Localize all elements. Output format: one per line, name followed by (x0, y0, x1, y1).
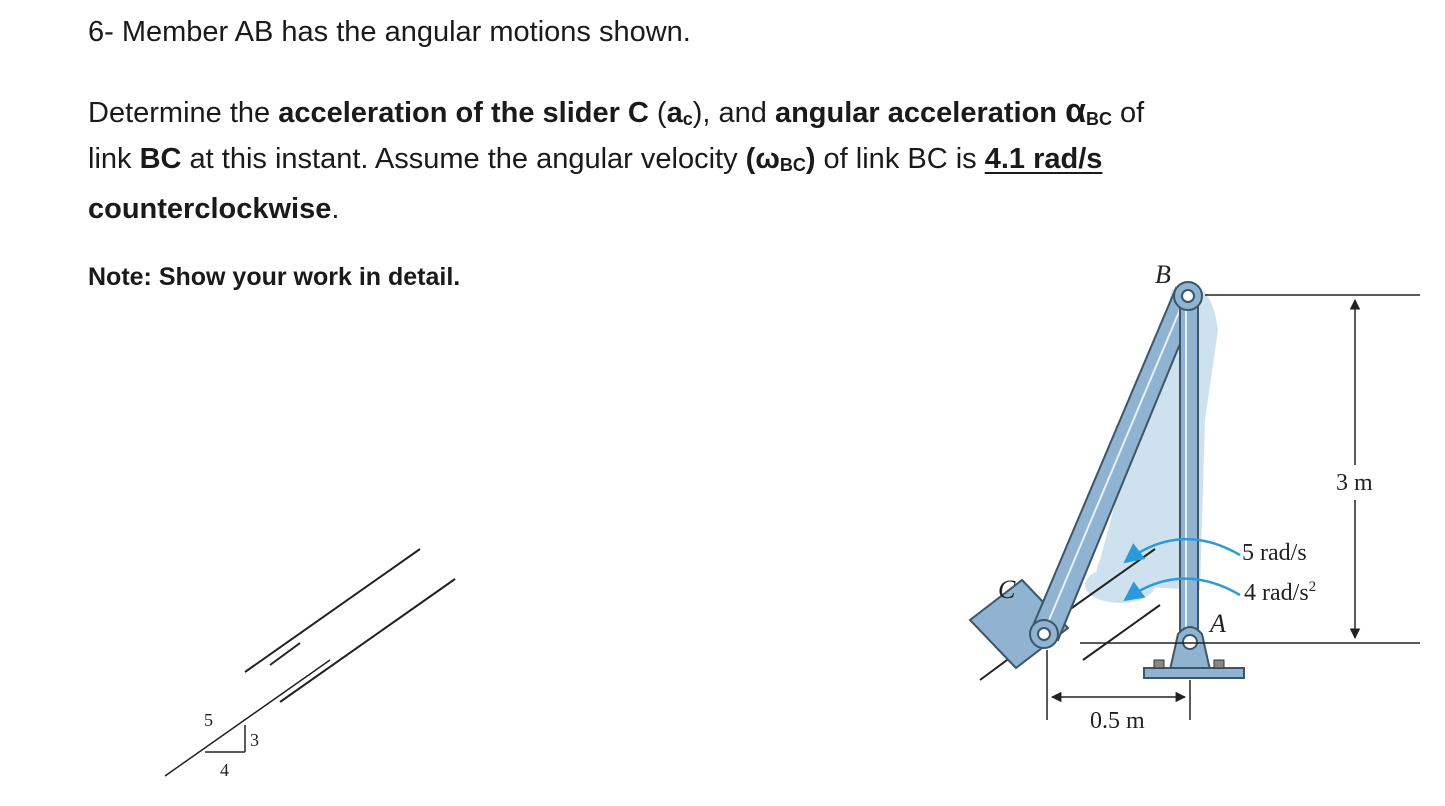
horizontal-dim-label: 0.5 m (1090, 708, 1145, 734)
slope-rise-label: 3 (250, 730, 259, 750)
omega-subscript: BC (779, 155, 806, 175)
ac-close: ), and (692, 97, 775, 129)
slope-run-label: 4 (220, 760, 229, 780)
bc-text: BC (139, 143, 182, 175)
problem-title: 6- Member AB has the angular motions shown. (88, 16, 691, 48)
slot-floor (270, 643, 1030, 680)
member-ab (1180, 300, 1198, 642)
alpha-ab-base: 4 rad/s (1244, 580, 1309, 606)
determine-text: Determine the (88, 97, 279, 129)
support-a (1144, 627, 1244, 678)
angular-accel-text: angular acceleration (774, 97, 1066, 129)
height-dim-label: 3 m (1336, 470, 1373, 496)
instant-text: at this instant. Assume the angular velocity (181, 143, 746, 175)
ac-symbol: a (666, 97, 683, 129)
note-text: Note: Show your work in detail. (88, 263, 461, 291)
alpha-ab-exp: 2 (1308, 579, 1317, 595)
omega-value: 4.1 rad/s (984, 143, 1103, 175)
ac-subscript: c (682, 109, 693, 129)
omega-close: ) (805, 143, 816, 175)
omega-open: ( (745, 143, 756, 175)
ccw-text: counterclockwise (88, 193, 332, 225)
slope-triangle (165, 660, 330, 776)
ac-open: ( (648, 97, 667, 129)
alpha-subscript: BC (1086, 109, 1112, 129)
alpha-symbol: α (1065, 92, 1086, 130)
slope-hyp-label: 5 (204, 710, 213, 730)
link-text: link (88, 143, 140, 175)
label-a: A (1210, 609, 1226, 638)
pin-b (1174, 282, 1202, 310)
pin-c (1030, 620, 1058, 648)
of-text: of (1112, 97, 1145, 129)
omega-symbol: ω (755, 143, 780, 175)
label-b: B (1155, 260, 1171, 289)
alpha-ab-label (1244, 579, 1316, 606)
omega-ab-label: 5 rad/s (1242, 540, 1307, 566)
accel-slider-text: acceleration of the slider C (278, 97, 649, 129)
label-c: C (998, 575, 1016, 604)
of-link-text: of link BC is (815, 143, 985, 175)
period: . (331, 193, 340, 225)
